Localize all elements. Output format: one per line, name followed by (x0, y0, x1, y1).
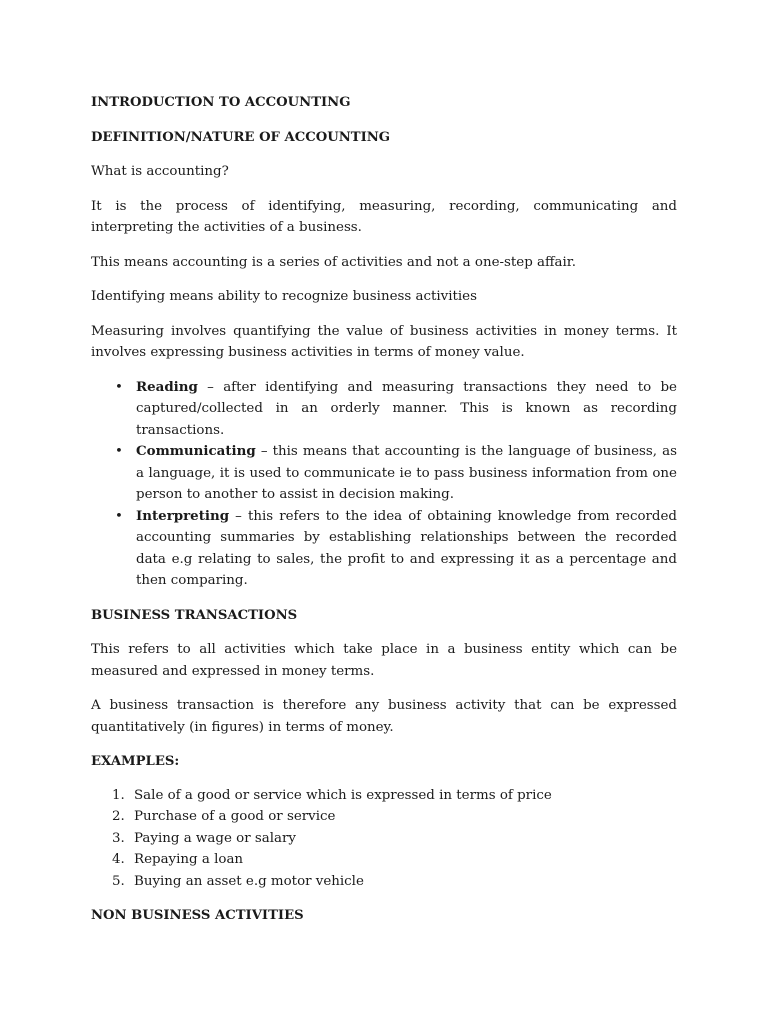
example-number: 2. (112, 809, 125, 824)
bullet-icon: • (115, 379, 123, 395)
bullet-icon: • (115, 508, 123, 524)
bullet-term: Interpreting (136, 507, 230, 524)
example-text: Repaying a loan (134, 852, 244, 867)
example-text: Buying an asset e.g motor vehicle (134, 873, 364, 889)
example-text: Paying a wage or salary (134, 830, 296, 846)
bullet-icon: • (115, 444, 123, 459)
bt-paragraph-1: This refers to all activities which take place in a business entity which can be measured and expressed in money terms. (91, 642, 677, 679)
bullet-text: – this refers to the idea of obtaining knowledge from recorded accounting summaries by establishing relationships between the recorded data e.g relating to sales, the profit to and expressing it as a percentage and then comparing. (136, 508, 677, 588)
example-item (112, 828, 677, 850)
bullet-item (115, 506, 677, 592)
example-item (112, 849, 677, 871)
bullet-text: – after identifying and measuring transactions they need to be captured/collected in an orderly manner. This is known as recording transactions. (136, 379, 677, 438)
identifying-paragraph: Identifying means ability to recognize business activities (91, 289, 477, 304)
example-number: 1. (112, 787, 125, 803)
examples-heading: EXAMPLES: (91, 754, 180, 769)
question-paragraph: What is accounting? (91, 164, 229, 179)
examples-list (91, 785, 677, 893)
bullet-item (115, 441, 677, 506)
section-heading-definition: DEFINITION/NATURE OF ACCOUNTING (91, 129, 391, 145)
bullet-term: Communicating (136, 443, 256, 459)
example-number: 5. (112, 873, 125, 889)
section-heading-business-transactions: BUSINESS TRANSACTIONS (91, 607, 298, 623)
example-item (112, 871, 677, 893)
activities-bullet-list (91, 377, 677, 592)
definition-paragraph: It is the process of identifying, measuring, recording, communicating and interpreting the activities of a business. (91, 198, 677, 235)
bullet-item (115, 377, 677, 442)
bullet-text: – this means that accounting is the language of business, as a language, it is used to communicate ie to pass business information from one person to another to assist in decision making. (136, 444, 677, 502)
example-item (112, 806, 677, 828)
example-text: Sale of a good or service which is expressed in terms of price (134, 787, 552, 803)
document-title: INTRODUCTION TO ACCOUNTING (91, 95, 351, 110)
bullet-term: Reading (136, 378, 198, 395)
example-item (112, 785, 677, 807)
bt-paragraph-2: A business transaction is therefore any business activity that can be expressed quantitatively (in figures) in terms of money. (91, 698, 677, 735)
series-paragraph: This means accounting is a series of activities and not a one-step affair. (91, 254, 576, 270)
measuring-paragraph: Measuring involves quantifying the value of business activities in money terms. It involves expressing business activities in terms of money value. (91, 323, 677, 360)
example-text: Purchase of a good or service (134, 809, 336, 824)
document-page (91, 92, 677, 927)
section-heading-non-business: NON BUSINESS ACTIVITIES (91, 908, 304, 923)
example-number: 3. (112, 830, 125, 846)
example-number: 4. (112, 852, 125, 867)
